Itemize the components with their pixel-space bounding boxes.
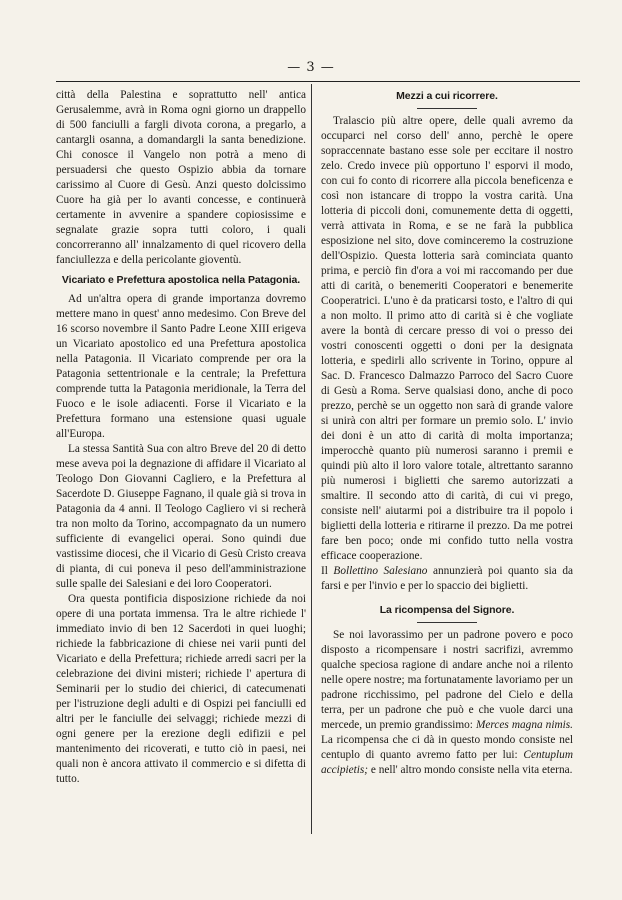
paragraph: Ora questa pontificia disposizione richiede da noi opere di una portata immensa. Tra le altre richiede l' immediato invio di ben 12 Sacerdoti in quei luoghi; richiede la fabbricazione di chiese nei varii punti del Vicariato e della Prefettura; richiede arredi sacri per la celebrazione dei divini misteri; richiede l' apertura di Seminarii per lo studio dei chierici, di catecumenati per l'istruzione degli adulti e di Ospizi pei fanciulli ed altri per le fanciulle dei selvaggi; richiede mezzi di ogni genere per la erezione degli edifizii e pel mantenimento dei ricoverati, e tutto ciò in paesi, nei quali non è ancora attivato il commercio e si difetta di tutto. <box>56 593 306 785</box>
italic-quote: Centuplum accipietis; <box>321 749 573 776</box>
italic-quote: Merces magna nimis. <box>475 719 573 731</box>
paragraph: La stessa Santità Sua con altro Breve del 20 di detto mese aveva poi la degnazione di affidare il Vicariato al Teologo Don Giovanni Cagliero, e la Prefettura al Sacerdote D. Giuseppe Fagnano, il quale già si trova in Patagonia da 4 anni. Il Teologo Cagliero vi si recherà tra non molto da Torino, accompagnato da un numero sufficiente di evangelici operai. Sono quindi due vastissime diocesi, che il Vicario di Gesù Cristo creava di pianta, di cui poneva il peso dell'amministrazione sulle spalle dei Salesiani e dei loro Cooperatori. <box>56 443 306 590</box>
paragraph-continuation: città della Palestina e soprattutto nell' antica Gerusalemme, avrà in Roma ogni giorno un drappello di 500 fanciulli a fargli divota corona, a pregarlo, a cantargli osanna, a domandargli la santa benedizione. Chi conosce il Vangelo non potrà a meno di persuadersi che questo Ospizio abbia da tornare carissimo al Cuore di Gesù. Anzi questo dolcissimo Cuore ha già per lo avanti concesse, e continuerà certamente in avvenire a spandere copiosissime e segnalate grazie sopra tutti coloro, i quali concorreranno all' innalzamento di quel ricovero della fanciullezza e della pericolante gioventù. <box>56 89 306 266</box>
paragraph <box>321 628 573 778</box>
paragraph-text: annunzierà poi quanto sia da farsi e per l'invio e per lo spaccio dei biglietti. <box>321 565 573 592</box>
paragraph-text: Se noi lavorassimo per un padrone povero e poco disposto a ricompensare i nostri sacrifizi, avremmo qualche speciosa ragione di andare anche noi a rilento nelle opere nostre; ma fortunatamente lavoriamo per un padrone ricchissimo, pel padrone del Cielo e della terra, per un padrone che può e che vuole darci una mercede, un premio grandissimo: <box>321 629 573 731</box>
section-heading-patagonia: Vicariato e Prefettura apostolica nella Patagonia. <box>61 274 301 286</box>
paragraph-text: Il <box>321 565 334 577</box>
section-heading-ricompensa: La ricompensa del Signore. <box>321 604 573 623</box>
paragraph-text: Tralascio più altre opere, delle quali avremo da occuparci nel corso dell' anno, perchè le opere sopraccennate bastano esse sole per eccitare il nostro zelo. Credo invece più opportuno l' esporvi il modo, con cui fo conto di ricorrere alla piccola beneficenza e così non istancare di troppo la vostra carità. Una lotteria di piccoli doni, comunemente detta di oggetti, verrà attivata in Roma, e se ne farà la pubblica esposizione nel sito, dove cominceremo la costruzione dell'Ospizio. Questa lotteria sarà cominciata quanto prima, e perciò fin d'ora a voi mi raccomando per due atti di carità, o benemeriti Cooperatori e benemerite Cooperatrici. L'uno è da praticarsi tosto, e l'altro di qui a non molto. Il primo atto di carità si è che vogliate avere la bontà di cercare presso di voi o presso dei vostri conoscenti oggetti o doni per la designata lotteria, e spedirli allo scrivente in Torino, oppure al Sac. D. Francesco Dalmazzo Parroco del Sacro Cuore di Gesù a Roma. Serve qualsiasi dono, anche di poco prezzo, perchè se un oggetto non sarà di grande valore si unirà con altri per formare un premio solo. L' invio dei doni è un atto di carità di molta importanza; imperocchè quanto più numerosi saranno i premii e quindi più alto il loro valore totale, altrettanto saranno più numerosi i biglietti che saremo autorizzati a smaltire. Il secondo atto di carità, di cui vi prego, consiste nell' aiutarmi poi a distribuire tra il popolo i biglietti della lotteria e ritirarne il prezzo. Da me potrei fare ben poco; onde mi confido tutto nella vostra efficace cooperazione. <box>321 115 573 562</box>
page-number: — 3 — <box>287 60 335 75</box>
column-divider <box>311 84 312 834</box>
italic-title: Bollettino Salesiano <box>333 565 428 577</box>
paragraph-text: La ricompensa che ci dà in questo mondo consiste nel centuplo di quanto avremo fatto per lui: <box>321 734 573 761</box>
left-column <box>56 88 306 787</box>
paragraph-text: e nell' altro mondo consiste nella vita eterna. <box>368 764 573 776</box>
paragraph <box>321 114 573 594</box>
header-rule <box>56 81 580 82</box>
section-heading-mezzi: Mezzi a cui ricorrere. <box>321 90 573 109</box>
right-column <box>321 88 573 778</box>
paragraph: Ad un'altra opera di grande importanza dovremo mettere mano in quest' anno medesimo. Con Breve del 16 scorso novembre il Santo Padre Leone XIII erigeva un Vicariato apostolico ed una Prefettura apostolica nella Patagonia. Il Vicariato comprende per ora la Patagonia settentrionale e la centrale; la Prefettura comprende tutta la Patagonia meridionale, la Terra del Fuoco e le isole adiacenti. Forse il Vicariato e la Prefettura formano una estensione quasi uguale all'Europa. <box>56 293 306 440</box>
